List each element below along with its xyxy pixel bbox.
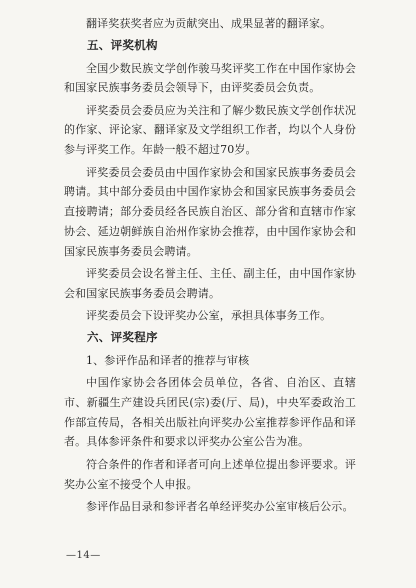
section-heading-review-procedure: 六、评奖程序 [87, 330, 158, 345]
paragraph-eligibility: 符合条件的作者和译者可向上述单位提出参评要求。评奖办公室不接受个人申报。 [64, 457, 356, 491]
paragraph-committee-qualifications: 评奖委员会委员应为关注和了解少数民族文学创作状况的作家、评论家、翻译家及文学组织工作者，均以个人身份参与评奖工作。年龄一般不超过70岁。 [64, 103, 356, 157]
paragraph-review-office: 评奖委员会下设评奖办公室，承担具体事务工作。 [86, 309, 332, 323]
section-heading-review-body: 五、评奖机构 [87, 38, 158, 53]
paragraph-publicity: 参评作品目录和参评者名单经评奖办公室审核后公示。 [86, 499, 354, 513]
paragraph-recommending-units: 中国作家协会各团体会员单位，各省、自治区、直辖市、新疆生产建设兵团民(宗)委(厅、局)，中央军委政治工作部宣传局，各相关出版社向评奖办公室推荐参评作品和译者。具体参评条件和要求以评奖办公室公告为准。 [64, 376, 356, 449]
paragraph-subheading-recommendation: 1、参评作品和译者的推荐与审核 [86, 353, 250, 367]
paragraph-translation-award: 翻译奖获奖者应为贡献突出、成果显著的翻译家。 [86, 17, 332, 30]
paragraph-committee-appointment: 评奖委员会委员由中国作家协会和国家民族事务委员会聘请。其中部分委员由中国作家协会和国家民族事务委员会直接聘请；部分委员经各民族自治区、部分省和直辖市作家协会、延边朝鲜族自治州作家协会推荐，由中国作家协会和国家民族事务委员会聘请。 [64, 165, 356, 258]
paragraph-review-leadership: 全国少数民族文学创作骏马奖评奖工作在中国作家协会和国家民族事务委员会领导下，由评奖委员会负责。 [64, 61, 356, 95]
page-number: —14— [66, 550, 101, 561]
document-body [64, 14, 356, 519]
paragraph-committee-officers: 评奖委员会设名誉主任、主任、副主任，由中国作家协会和国家民族事务委员会聘请。 [64, 267, 356, 300]
